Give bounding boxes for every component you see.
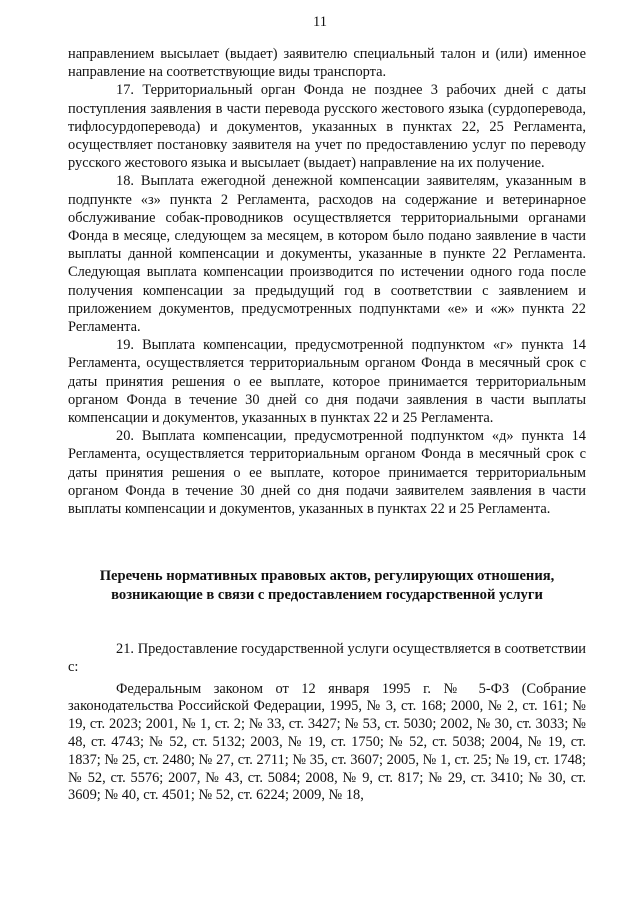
body-text (68, 45, 586, 518)
paragraph-21: 21. Предоставление государственной услуги осуществляется в соответствии с: (68, 641, 586, 675)
paragraph-20: 20. Выплата компенсации, предусмотренной подпунктом «д» пункта 14 Регламента, осуществляется территориальным органом Фонда в месячный срок с даты принятия решения о ее выплате, которое принимается территориальным органом Фонда в течение 30 дней со дня подачи заявителем заявления в части выплаты компенсации и документов, указанных в пунктах 22 и 25 Регламента. (68, 428, 586, 518)
federal-law-reference: Федеральным законом от 12 января 1995 г. № 5-ФЗ (Собрание законодательства Российской Федерации, 1995, № 3, ст. 168; 2000, № 2, ст. 161; № 19, ст. 2023; 2001, № 1, ст. 2; № 33, ст. 3427; № 53, ст. 5030; 2002, № 30, ст. 3033; № 48, ст. 4743; № 52, ст. 5132; 2003, № 19, ст. 1750; № 52, ст. 5038; 2004, № 19, ст. 1837; № 25, ст. 2480; № 27, ст. 2711; № 35, ст. 3607; 2005, № 1, ст. 25; № 19, ст. 1748; № 52, ст. 5576; 2007, № 43, ст. 5084; 2008, № 9, ст. 817; № 29, ст. 3410; № 30, ст. 3609; № 40, ст. 4501; № 52, ст. 6224; 2009, № 18, (68, 680, 586, 804)
paragraph-18: 18. Выплата ежегодной денежной компенсации заявителям, указанным в подпункте «з» пункта 2 Регламента, расходов на содержание и ветеринарное обслуживание собак-проводников осуществляется территориальными органами Фонда в месяце, следующем за месяцем, в котором было подано заявление в части выплаты данной компенсации и документы, указанные в пункте 22 Регламента. Следующая выплата компенсации производится по истечении одного года после получения компенсации за предыдущий год в соответствии с заявлением и приложением документов, предусмотренных подпунктами «е» и «ж» пункта 22 Регламента. (68, 173, 586, 336)
page-number: 11 (313, 14, 327, 30)
section-heading (68, 567, 586, 605)
legal-acts-section (68, 641, 586, 805)
paragraph-17: 17. Территориальный орган Фонда не позднее 3 рабочих дней с даты поступления заявления в части перевода русского жестового языка (сурдоперевода, тифлосурдоперевода) и документов, указанных в пунктах 22, 25 Регламента, осуществляет постановку заявителя на учет по предоставлению услуг по переводу русского жестового языка и высылает (выдает) направление на их получение. (68, 82, 586, 172)
section-heading-line-2: возникающие в связи с предоставлением государственной услуги (111, 587, 543, 603)
paragraph-19: 19. Выплата компенсации, предусмотренной подпунктом «г» пункта 14 Регламента, осуществляется территориальным органом Фонда в месячный срок с даты принятия решения о ее выплате, которое принимается территориальным органом Фонда в течение 30 дней со дня подачи заявления в части выплаты компенсации и документов, указанных в пунктах 22 и 25 Регламента. (68, 337, 586, 427)
section-heading-line-1: Перечень нормативных правовых актов, регулирующих отношения, (99, 568, 555, 584)
paragraph-continuation: направлением высылает (выдает) заявителю специальный талон и (или) именное направление на соответствующие виды транспорта. (68, 46, 586, 81)
